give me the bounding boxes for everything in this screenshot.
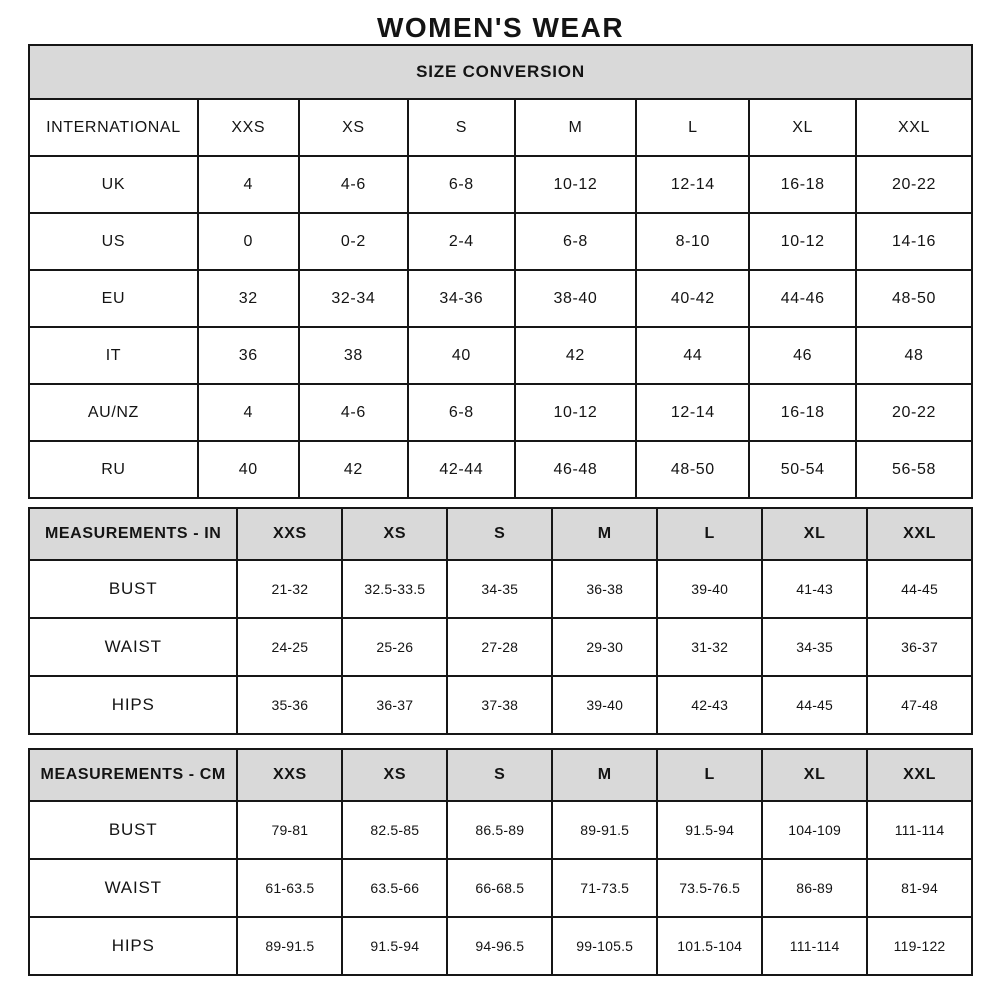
table-row-it (29, 327, 972, 384)
measurement-cell: 81-94 (867, 859, 972, 917)
measurement-cell: 42-43 (657, 676, 762, 734)
row-label: BUST (29, 560, 237, 618)
measurement-cell: 31-32 (657, 618, 762, 676)
row-label: UK (29, 156, 198, 213)
size-cell: 6-8 (515, 213, 637, 270)
size-conversion-title: SIZE CONVERSION (29, 45, 972, 99)
measurement-cell: 44-45 (762, 676, 867, 734)
table-row-bust (29, 560, 972, 618)
measurement-cell: 111-114 (867, 801, 972, 859)
size-cell: 50-54 (749, 441, 856, 498)
row-label: IT (29, 327, 198, 384)
size-cell: 10-12 (749, 213, 856, 270)
measurement-cell: 111-114 (762, 917, 867, 975)
size-cell: 0 (198, 213, 299, 270)
table-row-eu (29, 270, 972, 327)
measurement-cell: 36-37 (867, 618, 972, 676)
measurements-in-table (28, 507, 973, 735)
measurement-cell: 24-25 (237, 618, 342, 676)
table-row-aunz (29, 384, 972, 441)
measurement-cell: 35-36 (237, 676, 342, 734)
measurement-cell: 39-40 (657, 560, 762, 618)
size-cell: 8-10 (636, 213, 749, 270)
column-header-xl: XL (749, 99, 856, 156)
size-cell: 10-12 (515, 156, 637, 213)
size-cell: 34-36 (408, 270, 515, 327)
table-row-hips (29, 676, 972, 734)
column-header-row (29, 99, 972, 156)
size-conversion-table (28, 44, 973, 499)
column-header-international: INTERNATIONAL (29, 99, 198, 156)
page-title: WOMEN'S WEAR (376, 12, 625, 43)
size-cell: 4 (198, 156, 299, 213)
size-cell: 46-48 (515, 441, 637, 498)
column-header-m: M (515, 99, 637, 156)
measurements-cm-title: MEASUREMENTS - CM (29, 749, 237, 801)
table-row-waist (29, 618, 972, 676)
size-cell: 14-16 (856, 213, 972, 270)
column-header-xxl: XXL (867, 508, 972, 560)
table-header-row (29, 749, 972, 801)
measurement-cell: 104-109 (762, 801, 867, 859)
measurement-cell: 34-35 (762, 618, 867, 676)
column-header-xxl: XXL (856, 99, 972, 156)
row-label: HIPS (29, 917, 237, 975)
measurement-cell: 119-122 (867, 917, 972, 975)
measurement-cell: 63.5-66 (342, 859, 447, 917)
size-cell: 42-44 (408, 441, 515, 498)
size-cell: 38-40 (515, 270, 637, 327)
column-header-xs: XS (342, 508, 447, 560)
column-header-l: L (657, 749, 762, 801)
size-cell: 46 (749, 327, 856, 384)
measurement-cell: 66-68.5 (447, 859, 552, 917)
column-header-s: S (447, 508, 552, 560)
table-row-uk (29, 156, 972, 213)
table-row-us (29, 213, 972, 270)
row-label: US (29, 213, 198, 270)
measurement-cell: 61-63.5 (237, 859, 342, 917)
size-cell: 16-18 (749, 156, 856, 213)
size-cell: 44-46 (749, 270, 856, 327)
size-cell: 32-34 (299, 270, 408, 327)
measurement-cell: 89-91.5 (552, 801, 657, 859)
table-header-row (29, 45, 972, 99)
column-header-xxs: XXS (198, 99, 299, 156)
column-header-l: L (657, 508, 762, 560)
measurement-cell: 73.5-76.5 (657, 859, 762, 917)
size-cell: 38 (299, 327, 408, 384)
column-header-xl: XL (762, 749, 867, 801)
row-label: AU/NZ (29, 384, 198, 441)
column-header-l: L (636, 99, 749, 156)
size-cell: 48-50 (636, 441, 749, 498)
size-cell: 10-12 (515, 384, 637, 441)
size-cell: 16-18 (749, 384, 856, 441)
column-header-s: S (447, 749, 552, 801)
measurement-cell: 71-73.5 (552, 859, 657, 917)
row-label: EU (29, 270, 198, 327)
measurement-cell: 27-28 (447, 618, 552, 676)
table-row-ru (29, 441, 972, 498)
measurement-cell: 32.5-33.5 (342, 560, 447, 618)
measurement-cell: 29-30 (552, 618, 657, 676)
size-cell: 32 (198, 270, 299, 327)
measurement-cell: 36-38 (552, 560, 657, 618)
size-cell: 0-2 (299, 213, 408, 270)
size-cell: 12-14 (636, 156, 749, 213)
measurement-cell: 86.5-89 (447, 801, 552, 859)
measurement-cell: 86-89 (762, 859, 867, 917)
table-row-hips (29, 917, 972, 975)
size-cell: 6-8 (408, 384, 515, 441)
measurement-cell: 91.5-94 (342, 917, 447, 975)
size-cell: 44 (636, 327, 749, 384)
table-row-bust (29, 801, 972, 859)
size-cell: 56-58 (856, 441, 972, 498)
row-label: HIPS (29, 676, 237, 734)
column-header-s: S (408, 99, 515, 156)
measurements-in-title: MEASUREMENTS - IN (29, 508, 237, 560)
measurement-cell: 21-32 (237, 560, 342, 618)
measurement-cell: 37-38 (447, 676, 552, 734)
row-label: RU (29, 441, 198, 498)
measurement-cell: 47-48 (867, 676, 972, 734)
row-label: WAIST (29, 859, 237, 917)
column-header-xs: XS (342, 749, 447, 801)
size-cell: 40 (198, 441, 299, 498)
column-header-xxl: XXL (867, 749, 972, 801)
row-label: BUST (29, 801, 237, 859)
measurement-cell: 101.5-104 (657, 917, 762, 975)
size-cell: 48-50 (856, 270, 972, 327)
measurement-cell: 82.5-85 (342, 801, 447, 859)
column-header-xxs: XXS (237, 749, 342, 801)
size-cell: 42 (515, 327, 637, 384)
measurement-cell: 89-91.5 (237, 917, 342, 975)
column-header-xl: XL (762, 508, 867, 560)
size-cell: 42 (299, 441, 408, 498)
measurement-cell: 94-96.5 (447, 917, 552, 975)
size-cell: 4-6 (299, 384, 408, 441)
size-cell: 20-22 (856, 156, 972, 213)
size-cell: 20-22 (856, 384, 972, 441)
column-header-m: M (552, 749, 657, 801)
measurement-cell: 25-26 (342, 618, 447, 676)
size-cell: 2-4 (408, 213, 515, 270)
size-cell: 6-8 (408, 156, 515, 213)
table-header-row (29, 508, 972, 560)
measurement-cell: 99-105.5 (552, 917, 657, 975)
measurement-cell: 36-37 (342, 676, 447, 734)
measurement-cell: 39-40 (552, 676, 657, 734)
measurement-cell: 41-43 (762, 560, 867, 618)
measurement-cell: 34-35 (447, 560, 552, 618)
measurement-cell: 44-45 (867, 560, 972, 618)
measurement-cell: 79-81 (237, 801, 342, 859)
column-header-m: M (552, 508, 657, 560)
column-header-xxs: XXS (237, 508, 342, 560)
size-cell: 40-42 (636, 270, 749, 327)
size-cell: 12-14 (636, 384, 749, 441)
size-cell: 4 (198, 384, 299, 441)
table-row-waist (29, 859, 972, 917)
size-cell: 36 (198, 327, 299, 384)
row-label: WAIST (29, 618, 237, 676)
measurements-cm-table (28, 748, 973, 976)
size-cell: 4-6 (299, 156, 408, 213)
measurement-cell: 91.5-94 (657, 801, 762, 859)
size-cell: 48 (856, 327, 972, 384)
column-header-xs: XS (299, 99, 408, 156)
size-cell: 40 (408, 327, 515, 384)
